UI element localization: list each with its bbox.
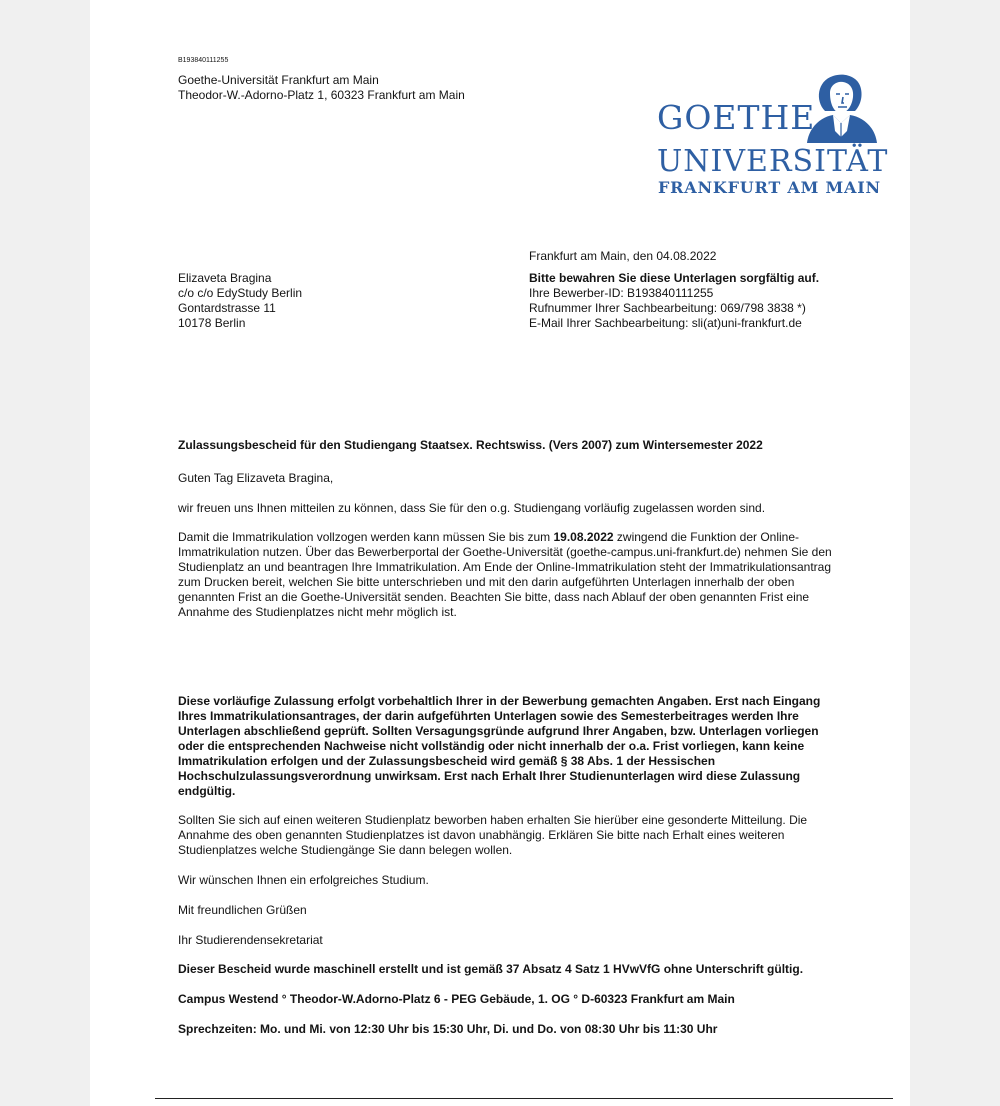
paragraph-4-line: Studienplatzes welche Studiengänge Sie dann belegen wollen.: [178, 843, 513, 857]
paragraph-2: [178, 530, 838, 620]
paragraph-4-line: Annahme des oben genannten Studienplatzes ist davon unabhängig. Erklären Sie bitte nach Erhalt eines weiteren: [178, 828, 785, 842]
paragraph-2-line: Annahme des Studienplatzes nicht mehr möglich ist.: [178, 605, 457, 619]
paragraph-4: [178, 813, 838, 858]
phone-number: Rufnummer Ihrer Sachbearbeitung: 069/798 3838 *): [529, 301, 806, 315]
paragraph-2-line: Immatrikulation nutzen. Über das Bewerberportal der Goethe-Universität (goethe-campus.uni-frankfurt.de) nehmen Sie den: [178, 545, 832, 559]
recipient-city: 10178 Berlin: [178, 316, 246, 330]
logo-universitaet: UNIVERSITÄT: [657, 144, 889, 179]
office-hours: Sprechzeiten: Mo. und Mi. von 12:30 Uhr bis 15:30 Uhr, Di. und Do. von 08:30 Uhr bis 11:30 Uhr: [178, 1022, 718, 1036]
email-address: E-Mail Ihrer Sachbearbeitung: sli(at)uni-frankfurt.de: [529, 316, 802, 330]
recipient-name: Elizaveta Bragina: [178, 271, 272, 285]
applicant-id: Ihre Bewerber-ID: B193840111255: [529, 286, 714, 300]
paragraph-3-line: Hochschulzulassungsverordnung unwirksam. Erst nach Erhalt Ihrer Studienunterlagen wird diese Zulassung: [178, 769, 801, 783]
sender-address: Theodor-W.-Adorno-Platz 1, 60323 Frankfurt am Main: [178, 88, 465, 102]
paragraph-3-line: endgültig.: [178, 784, 236, 798]
signature-line: Ihr Studierendensekretariat: [178, 933, 323, 947]
paragraph-4-line: Sollten Sie sich auf einen weiteren Studienplatz beworben haben erhalten Sie hierüber eine gesonderte Mitteilung. Die: [178, 813, 808, 827]
document-code: B193840111255: [178, 57, 229, 64]
paragraph-3-line: Ihres Immatrikulationsantrages, der darin aufgeführten Unterlagen sowie des Semesterbeitrages werden Ihre: [178, 709, 799, 723]
logo-goethe: GOETHE: [657, 98, 816, 137]
paragraph-3: [178, 694, 838, 799]
paragraph-3-line: oder die entsprechenden Nachweise nicht vollständig oder nicht innerhalb der o.a. Frist vorliegen, kann keine: [178, 739, 805, 753]
logo-frankfurt: FRANKFURT AM MAIN: [658, 178, 881, 197]
machine-note: Dieser Bescheid wurde maschinell erstellt und ist gemäß 37 Absatz 4 Satz 1 HVwVfG ohne Unterschrift gültig.: [178, 962, 804, 976]
paragraph-1: wir freuen uns Ihnen mitteilen zu können, dass Sie für den o.g. Studiengang vorläufig zugelassen worden sind.: [178, 501, 766, 515]
wish-line: Wir wünschen Ihnen ein erfolgreiches Studium.: [178, 873, 429, 887]
campus-address: Campus Westend ° Theodor-W.Adorno-Platz 6 - PEG Gebäude, 1. OG ° D-60323 Frankfurt am Main: [178, 992, 735, 1006]
recipient-street: Gontardstrasse 11: [178, 301, 276, 315]
paragraph-2-line: Studienplatz an und beantragen Ihre Immatrikulation. Am Ende der Online-Immatrikulation steht der Immatrikulationsantrag: [178, 560, 832, 574]
sender-name: Goethe-Universität Frankfurt am Main: [178, 73, 379, 87]
date-line: Frankfurt am Main, den 04.08.2022: [529, 249, 717, 263]
greeting: Guten Tag Elizaveta Bragina,: [178, 471, 334, 485]
p2-after-date: zwingend die Funktion der Online-: [613, 530, 799, 544]
keep-notice: Bitte bewahren Sie diese Unterlagen sorgfältig auf.: [529, 271, 820, 285]
paragraph-2-line: genannten Frist an die Goethe-Universität senden. Beachten Sie bitte, dass nach Ablauf der oben genannten Frist eine: [178, 590, 810, 604]
deadline-date: 19.08.2022: [553, 530, 614, 544]
recipient-co: c/o c/o EdyStudy Berlin: [178, 286, 303, 300]
paragraph-3-line: Unterlagen abschließend geprüft. Sollten Versagungsgründe aufgrund Ihrer Angaben, bzw. Unterlagen vorliegen: [178, 724, 819, 738]
footer-divider: [155, 1098, 893, 1099]
letter-page: [90, 0, 910, 1106]
paragraph-3-line: Diese vorläufige Zulassung erfolgt vorbehaltlich Ihrer in der Bewerbung gemachten Angaben. Erst nach Eingang: [178, 694, 821, 708]
paragraph-2-line: zum Drucken bereit, welchen Sie bitte unterschrieben und mit den darin aufgeführten Unterlagen innerhalb der oben: [178, 575, 795, 589]
paragraph-2-line-1: [178, 530, 838, 545]
p2-before-date: Damit die Immatrikulation vollzogen werden kann müssen Sie bis zum: [178, 530, 554, 544]
closing-line: Mit freundlichen Grüßen: [178, 903, 307, 917]
subject-line: Zulassungsbescheid für den Studiengang Staatsex. Rechtswiss. (Vers 2007) zum Wintersemester 2022: [178, 438, 763, 452]
paragraph-3-line: Immatrikulation erfolgen und der Zulassungsbescheid wird gemäß § 38 Abs. 1 der Hessischen: [178, 754, 716, 768]
